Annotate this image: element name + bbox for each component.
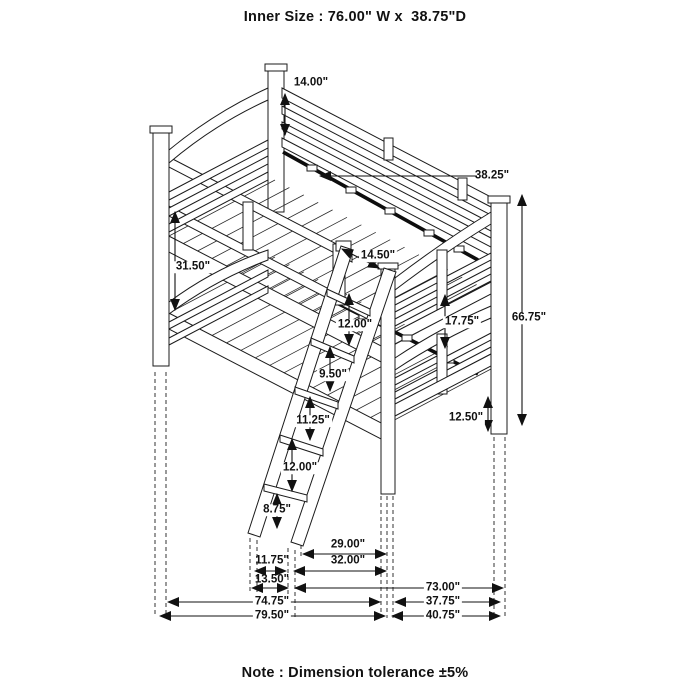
dim-label-rung-gap-5: 8.75" [263, 503, 291, 516]
guardrail-top-rail [163, 154, 352, 262]
diagram-note: Note : Dimension tolerance ±5% [241, 665, 469, 681]
dim-label-rung-gap-3: 11.25" [296, 414, 330, 427]
rail-connector [384, 138, 393, 160]
dim-label-overall-length: 79.50" [254, 609, 290, 622]
dim-label-overall-depth: 40.75" [425, 609, 461, 622]
front-right-post-cap [378, 263, 398, 269]
dim-label-rung-gap-4: 12.00" [282, 461, 318, 474]
dim-label-ladder-span: 29.00" [330, 538, 366, 551]
dim-label-inner-depth: 38.25" [474, 169, 510, 182]
diagram-title: Inner Size : 76.00" W x 38.75"D [243, 9, 467, 25]
dim-label-footboard-gap: 17.75" [444, 315, 480, 328]
bunk-bed [150, 64, 510, 546]
rear-left-post-cap [265, 64, 287, 71]
dim-label-rung-gap-2: 9.50" [319, 368, 347, 381]
front-left-post [153, 132, 169, 366]
dim-label-ladder-reach: 32.00" [330, 554, 366, 567]
rail-connector [458, 178, 467, 200]
dim-label-rung-gap-1: 12.00" [337, 318, 373, 331]
dim-label-footboard-floor: 12.50" [448, 411, 484, 424]
guardrail-post [243, 202, 253, 250]
dim-label-ladder-base: 13.50" [254, 573, 290, 586]
rear-right-post [491, 202, 507, 434]
dim-label-overall-height: 66.75" [511, 311, 547, 324]
rear-right-post-cap [488, 196, 510, 203]
front-left-post-cap [150, 126, 172, 133]
dim-label-ladder-offset: 11.75" [255, 554, 289, 567]
dim-label-guardrail: 14.50" [360, 249, 396, 262]
dim-label-headboard-top: 14.00" [293, 76, 329, 89]
dim-label-length-inner: 74.75" [254, 595, 290, 608]
rear-guardrail [282, 88, 491, 256]
dim-label-end-depth: 37.75" [425, 595, 461, 608]
dim-label-bunk-clearance: 31.50" [175, 260, 211, 273]
dim-label-inner-length: 73.00" [425, 581, 461, 594]
